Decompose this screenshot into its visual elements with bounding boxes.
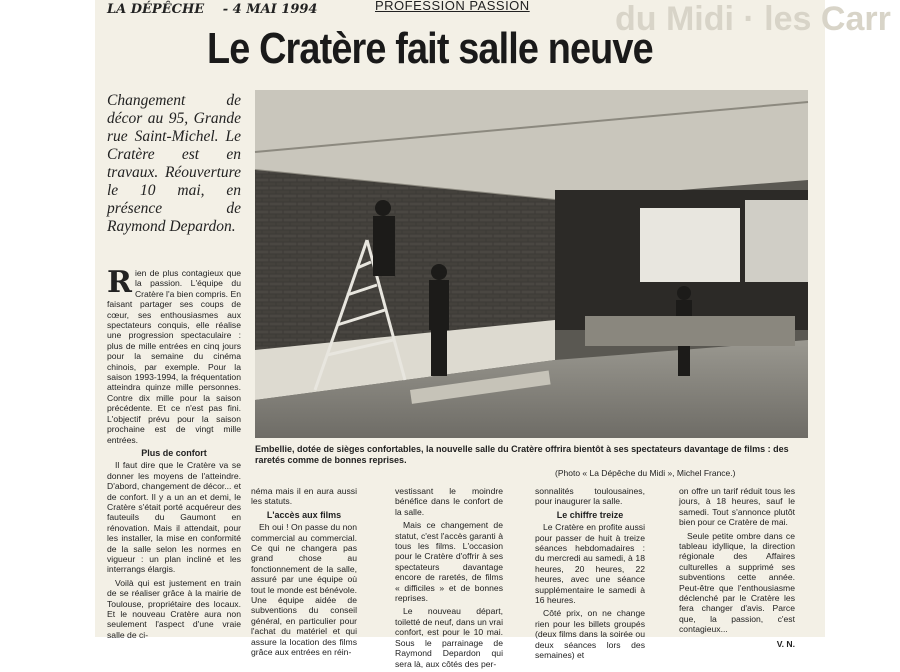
paragraph: sonnalités toulousaines, pour inaugurer la salle. [535,486,645,507]
photo [255,90,808,438]
photo-credit: (Photo « La Dépêche du Midi », Michel France.) [555,468,736,478]
subheading: L'accès aux films [266,509,342,520]
lede: Changement de décor au 95, Grande rue Saint-Michel. Le Cratère est en travaux. Réouverture le 10 mai, en présence de Raymond Depardon. [107,92,241,235]
paragraph: Le Cratère en profite aussi pour passer de huit à treize séances hebdomadaires : du mercredi au samedi, à 18 heures, 20 heures, 22 heures, avec une séance supplémentaire le samedi à 16 heures. [535,522,645,606]
author-signature: V. N. [776,638,795,649]
subheading: Le chiffre treize [556,509,624,520]
headline: Le Cratère fait salle neuve [207,24,653,73]
photo-screen [640,208,740,282]
article-column-3 [395,486,503,672]
article-column-2 [251,486,357,661]
section-rubric: PROFESSION PASSION [375,0,530,13]
drop-cap: R [107,265,132,300]
article-column-4 [535,486,645,664]
paragraph: on offre un tarif réduit tous les jours, à 18 heures, sauf le samedi. Tout s'annonce plutôt bien pour ce Cratère de mai. [679,486,795,528]
photo-brick-wall [255,170,555,350]
paragraph: Seule petite ombre dans ce tableau idyllique, la direction régionale des Affaires culturelles a supprimé ses subventions cette année. Peut-être que l'enthousiasme déclenché par le Cratère les fera changer d'avis. Parce que, la passion, c'est contagieux... [679,530,795,635]
article-column-5 [679,486,795,649]
paragraph: Il faut dire que le Cratère va se donner les moyens de l'atteindre. D'abord, changement de décor... et de confort. Il y a un an et demi, le Cratère s'était porté acquéreur des fauteuils du Gaumont en rénovation. Mais il attendait, pour les installer, la mise en conformité de la salle selon les normes en vigueur : un plan incliné et les interrangs élargis. [107,460,241,575]
masthead [107,2,317,17]
article-column-1 [107,265,241,643]
paragraph: vestissant le moindre bénéfice dans le confort de la salle. [395,486,503,517]
paragraph: néma mais il en aura aussi les statuts. [251,486,357,507]
paragraph: Mais ce changement de statut, c'est l'accès garanti à tous les films. L'occasion pour le Cratère d'offrir à ses spectateurs davantage encore de raretés, de films « difficiles » et de bonnes reprises. [395,520,503,604]
bleed-through-text: du Midi · les Carr [615,0,891,38]
paragraph: Rien de plus contagieux que la passion. L'équipe du Cratère l'a bien compris. En faisant partager ses coups de cœur, ses enthousiasmes aux spectateurs conquis, elle réalise une progression spectaculaire : plus de mille entrées en cinq jours pour la semaine du cinéma chinois, par exemple. Pour la saison 1993-1994, la fréquentation atteindra quinze mille personnes. Contre dix mille pour la saison précédente. Et ce n'est pas fini. L'objectif prévu pour la saison prochaine est de vingt mille entrées. [107,265,241,445]
subheading: Plus de confort [141,447,207,458]
photo-caption: Embellie, dotée de sièges confortables, la nouvelle salle du Cratère offrira bientôt à ses spectateurs davantage de films : des raretés comme de bonnes reprises. [255,444,789,465]
masthead-date: - 4 MAI 1994 [222,2,318,17]
paragraph: Voilà qui est justement en train de se réaliser grâce à la mairie de Toulouse, propriétaire des locaux. Et le nouveau Cratère aura non seulement l'aspect d'une vraie salle de ci- [107,577,241,640]
paragraph: Côté prix, on ne change rien pour les billets groupés (deux films dans la soirée ou deux séances lors des semaines) et [535,608,645,661]
masthead-paper: LA DÉPÊCHE [107,2,205,17]
newspaper-clipping [95,0,891,669]
paragraph: Le nouveau départ, toiletté de neuf, dans un vrai confort, est pour le 10 mai. Sous le parrainage de Raymond Depardon qui sera là, aux côtés des per- [395,606,503,669]
paragraph: Eh oui ! On passe du non commercial au commercial. Ce qui ne changera pas grand chose au fonctionnement de la salle, assuré par une équipe où tout le monde est bénévole. Une équipe aidée de subventions du conseil général, en particulier pour l'achat du matériel et qui assure la location des films grâce aux entrées en réin- [251,522,357,658]
